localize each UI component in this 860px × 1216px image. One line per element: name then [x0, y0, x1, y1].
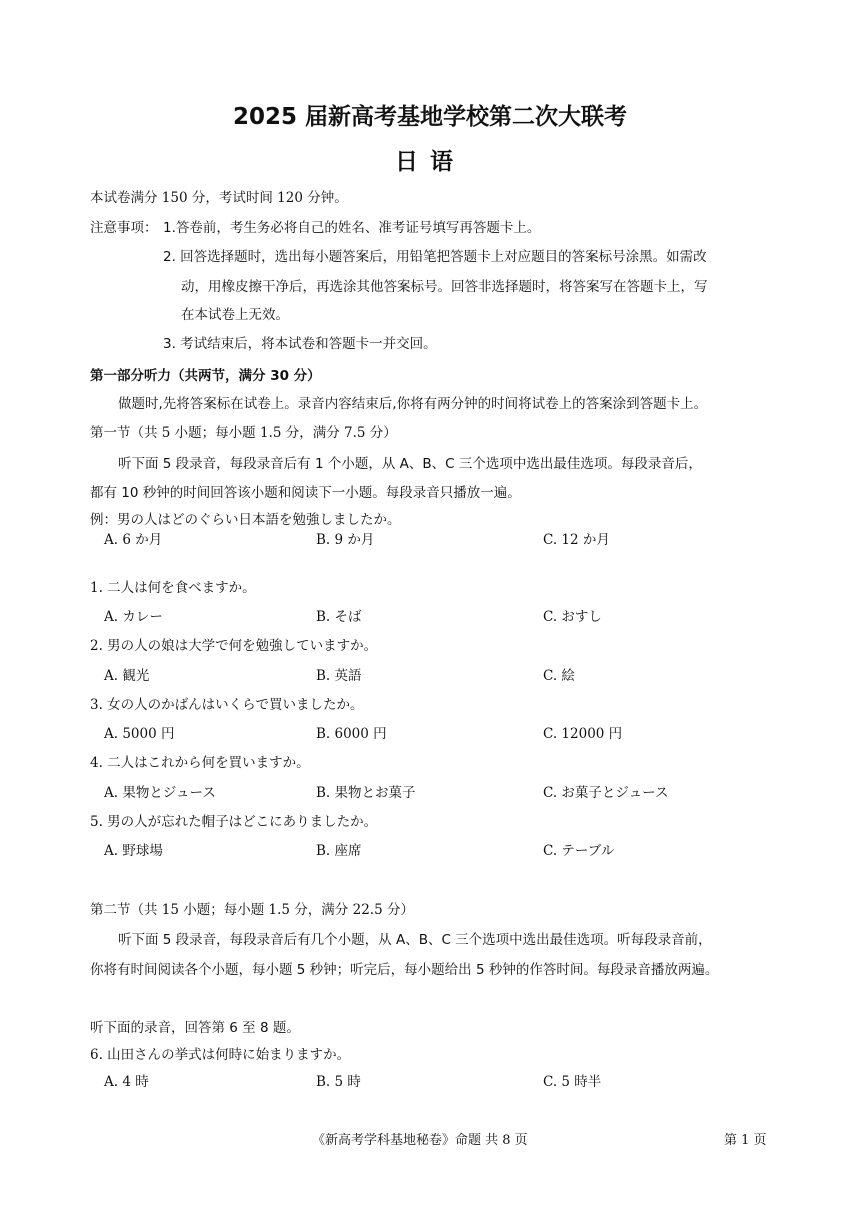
q4-option-b: B. 果物とお菓子	[316, 785, 416, 801]
notice-2b: 动，用橡皮擦干净后，再选涂其他答案标号。回答非选择题时，将答案写在答题卡上，写	[181, 279, 708, 295]
example-option-c: C. 12 か月	[543, 532, 610, 548]
q1-option-a: A. カレー	[104, 609, 163, 625]
part1-instruction: 做题时,先将答案标在试卷上。录音内容结束后,你将有两分钟的时间将试卷上的答案涂到答题卡上。	[118, 396, 708, 412]
q5-option-c: C. テーブル	[543, 843, 615, 859]
q2-option-a: A. 観光	[104, 668, 150, 684]
section2-heading: 第二节（共 15 小题；每小题 1.5 分，满分 22.5 分）	[90, 902, 414, 918]
q3-option-a: A. 5000 円	[104, 726, 175, 742]
q4-option-c: C. お菓子とジュース	[543, 785, 669, 801]
example-option-b: B. 9 か月	[316, 532, 375, 548]
question-2: 2. 男の人の娘は大学で何を勉強していますか。	[90, 638, 378, 654]
q3-option-b: B. 6000 円	[316, 726, 387, 742]
section1-heading: 第一节（共 5 小题；每小题 1.5 分，满分 7.5 分）	[90, 425, 397, 441]
section2-instr-b: 你将有时间阅读各个小题，每小题 5 秒钟；听完后，每小题给出 5 秒钟的作答时间。每段录音播放两遍。	[90, 962, 719, 978]
q3-option-c: C. 12000 円	[543, 726, 623, 742]
section2-instr-a: 听下面 5 段录音，每段录音后有几个小题，从 A、B、C 三个选项中选出最佳选项。听每段录音前，	[118, 932, 712, 948]
q6-option-a: A. 4 時	[104, 1074, 149, 1090]
example-question: 例：男の人はどのぐらい日本語を勉強しましたか。	[90, 512, 401, 528]
subject-title: 日语	[395, 149, 465, 175]
notice-2c: 在本试卷上无效。	[181, 307, 289, 323]
section1-instr-a: 听下面 5 段录音，每段录音后有 1 个小题，从 A、B、C 三个选项中选出最佳选项。每段录音后，	[118, 456, 702, 472]
score-time: 本试卷满分 150 分，考试时间 120 分钟。	[90, 190, 348, 206]
question-5: 5. 男の人が忘れた帽子はどこにありましたか。	[90, 814, 378, 830]
section1-instr-b: 都有 10 秒钟的时间回答该小题和阅读下一小题。每段录音只播放一遍。	[90, 485, 521, 501]
q2-option-c: C. 絵	[543, 668, 575, 684]
question-4: 4. 二人はこれから何を買いますか。	[90, 755, 310, 771]
page-number: 第 1 页	[724, 1133, 767, 1148]
question-1: 1. 二人は何を食べますか。	[90, 580, 256, 596]
listen-instruction: 听下面的录音，回答第 6 至 8 题。	[90, 1020, 300, 1036]
notice-2a: 2. 回答选择题时，选出每小题答案后，用铅笔把答题卡上对应题目的答案标号涂黑。如需改	[163, 249, 707, 265]
q5-option-b: B. 座席	[316, 843, 362, 859]
footer-title: 《新高考学科基地秘卷》命题 共 8 页	[312, 1133, 528, 1148]
question-3: 3. 女の人のかばんはいくらで買いましたか。	[90, 697, 364, 713]
part1-heading: 第一部分听力（共两节，满分 30 分）	[90, 368, 321, 384]
q6-option-c: C. 5 時半	[543, 1074, 602, 1090]
page-title: 2025 届新高考基地学校第二次大联考	[232, 104, 628, 130]
example-option-a: A. 6 か月	[104, 532, 163, 548]
question-6: 6. 山田さんの挙式は何時に始まりますか。	[90, 1047, 351, 1063]
q5-option-a: A. 野球場	[104, 843, 163, 859]
notice-label: 注意事项：	[90, 220, 158, 236]
q4-option-a: A. 果物とジュース	[104, 785, 216, 801]
q1-option-b: B. そば	[316, 609, 362, 625]
notice-1: 1.答卷前，考生务必将自己的姓名、准考证号填写再答题卡上。	[163, 220, 541, 236]
q1-option-c: C. おすし	[543, 609, 602, 625]
q6-option-b: B. 5 時	[316, 1074, 361, 1090]
notice-3: 3. 考试结束后，将本试卷和答题卡一并交回。	[163, 336, 437, 352]
q2-option-b: B. 英語	[316, 668, 362, 684]
